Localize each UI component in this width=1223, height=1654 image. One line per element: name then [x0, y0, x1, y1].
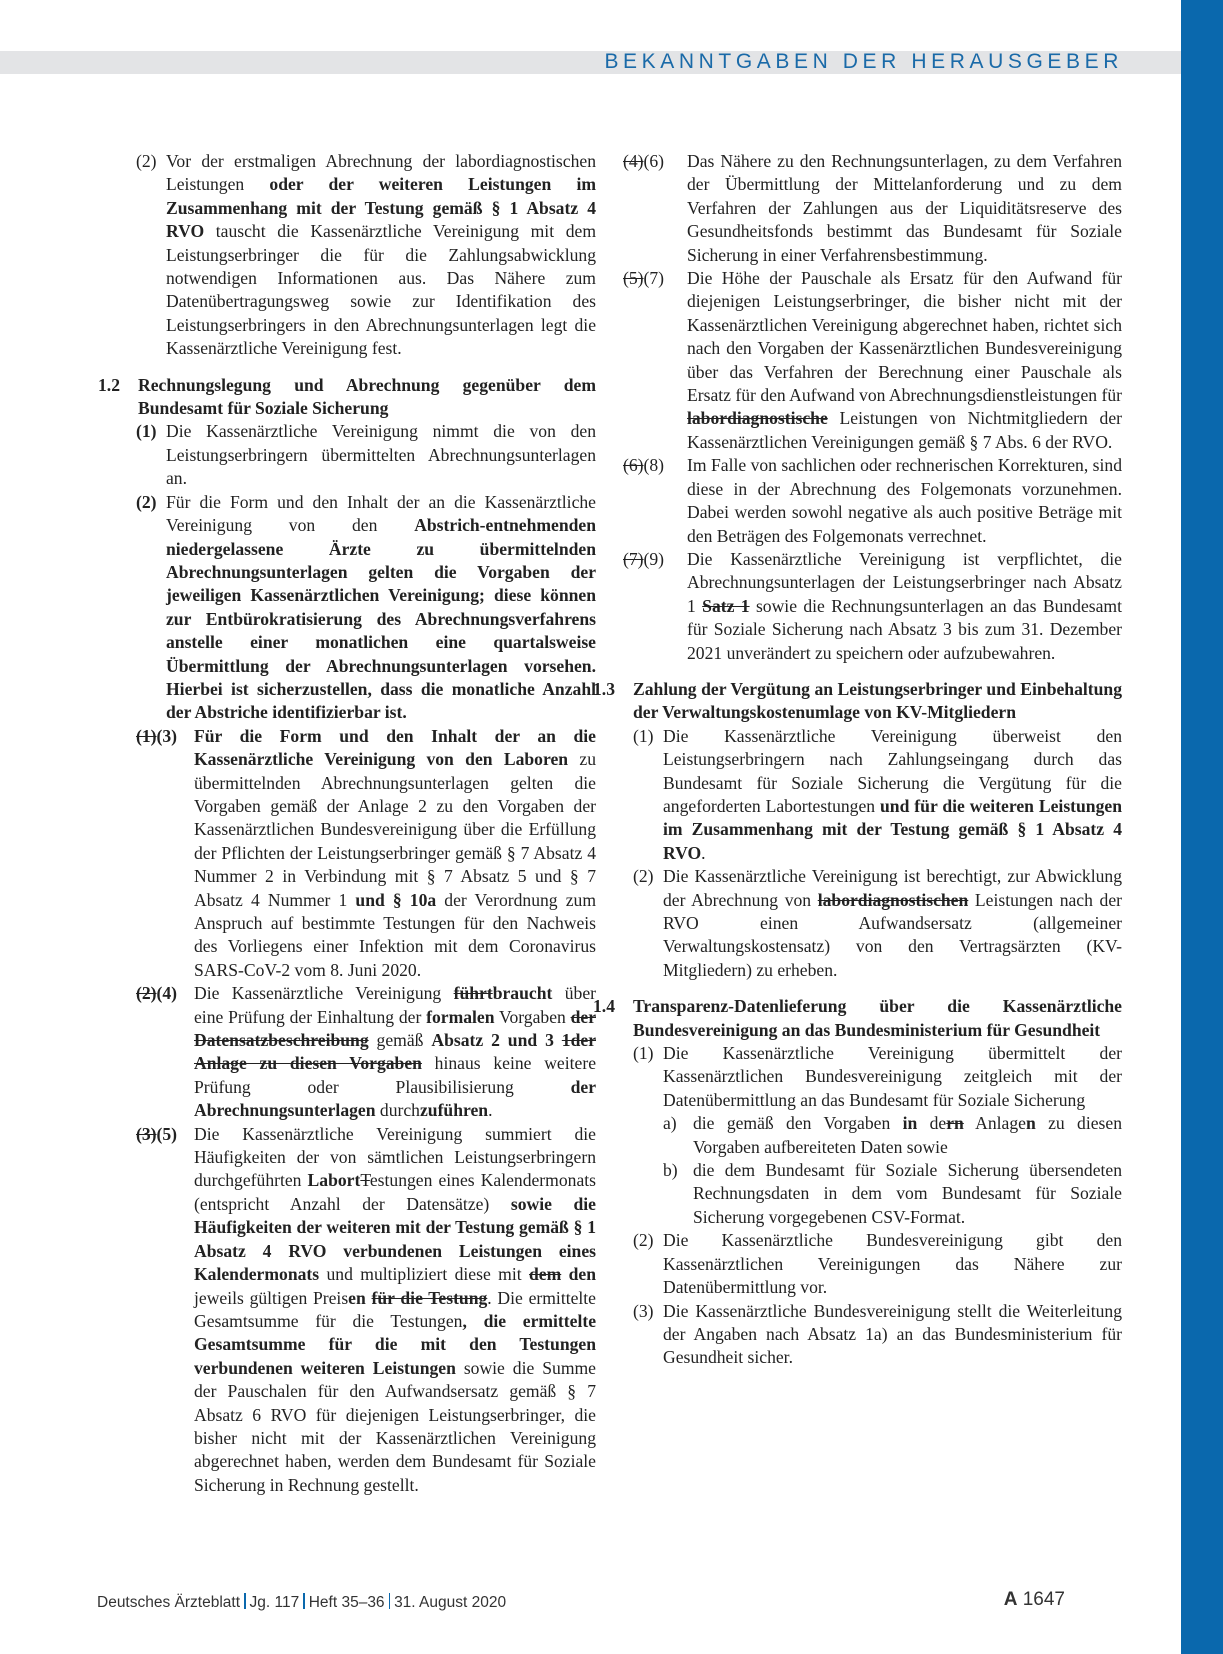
paragraph-text: Die Höhe der Pauschale als Ersatz für den Aufwand für diejenigen Leistungserbringer, die bisher nicht mit der Kassenärztlichen Vereinigung abgerechnet haben, richtet sich nach den Vorgaben der Kassenärztlichen Bundesvereinigung über das Verfahren der Berechnung einer Pauschale als Ersatz für den Aufwand von Abrechnungsdienstleistungen für labordiagnostische Leistungen von Nichtmitgliedern der Kassenärztlichen Vereinigungen gemäß § 7 Abs. 6 der RVO. — [687, 268, 1122, 452]
paragraph-number: (1)(3) — [136, 725, 178, 746]
footer-separator — [244, 1593, 246, 1609]
paragraph-text: Die Kassenärztliche Vereinigung übermittelt der Kassenärztlichen Bundesvereinigung zeitgleich mit der Datenübermittlung an das Bundesamt für Soziale Sicherung — [663, 1043, 1122, 1110]
paragraph-number: (6)(8) — [623, 455, 665, 476]
paragraph-text: Die Kassenärztliche Bundesvereinigung gibt den Kassenärztlichen Vereinigungen das Nähere zur Datenübermittlung vor. — [663, 1230, 1122, 1298]
list-text: die gemäß den Vorgaben in dern Anlagen zu diesen Vorgaben aufbereiteten Daten sowie — [693, 1113, 1122, 1157]
section-header: BEKANNTGABEN DER HERAUSGEBER — [604, 50, 1123, 73]
paragraph-u2 — [623, 1229, 1122, 1299]
left-column — [98, 150, 596, 1497]
issue-date: 31. August 2020 — [394, 1594, 507, 1611]
paragraph-number: (2) — [633, 866, 654, 887]
paragraph-6 — [623, 150, 1122, 267]
paragraph-u1 — [623, 1042, 1122, 1112]
volume: Jg. 117 — [249, 1594, 300, 1611]
paragraph-number: (2) — [136, 151, 157, 171]
paragraph-5 — [98, 1123, 596, 1498]
paragraph-text: Die Kassenärztliche Vereinigung nimmt die von den Leistungserbringern übermittelten Abrechnungsunterlagen an. — [166, 421, 596, 489]
page-number: A 1647 — [1003, 1589, 1065, 1610]
list-item-a — [623, 1112, 1122, 1159]
paragraph-t2 — [623, 865, 1122, 982]
paragraph-2b — [98, 491, 596, 725]
list-marker: a) — [663, 1113, 677, 1134]
paragraph-number: (1) — [633, 725, 654, 746]
journal-name: Deutsches Ärzteblatt — [97, 1594, 241, 1611]
paragraph-text: Die Kassenärztliche Vereinigung überweist den Leistungserbringern nach Zahlungseingang durch das Bundesamt für Soziale Sicherung die Vergütung für die angeforderten Labortestungen und für die weiteren Leistungen im Zusammenhang mit der Testung gemäß § 1 Absatz 4 RVO. — [663, 725, 1122, 863]
paragraph-3 — [98, 725, 596, 982]
paragraph-text: Das Nähere zu den Rechnungsunterlagen, zu dem Verfahren der Übermittlung der Mittelanforderung und zu dem Verfahren der Zahlungen aus der Liquiditätsreserve des Gesundheitsfonds bestimmt das Bundesamt für Soziale Sicherung in einer Verfahrensbestimmung. — [687, 151, 1122, 265]
paragraph-number: (3) — [633, 1300, 654, 1321]
paragraph-number: (7)(9) — [623, 548, 665, 569]
side-color-bar — [1181, 0, 1223, 1654]
issue: Heft 35–36 — [308, 1594, 385, 1611]
paragraph-u3 — [623, 1300, 1122, 1370]
paragraph-7 — [623, 267, 1122, 454]
paragraph-9 — [623, 548, 1122, 665]
paragraph-text: Für die Form und den Inhalt der an die Kassenärztliche Vereinigung von den Laboren zu übermittelnden Abrechnungsunterlagen gelten die Vorgaben gemäß der Anlage 2 zu den Vorgaben der Kassenärztlichen Bundesvereinigung über die Erfüllung der Pflichten der Leistungserbringer gemäß § 7 Absatz 4 Nummer 2 in Verbindung mit § 7 Absatz 5 und § 7 Absatz 4 Nummer 1 und § 10a der Verordnung zum Anspruch auf bestimmte Testungen für den Nachweis des Vorliegens einer Infektion mit dem Coronavirus SARS-CoV-2 vom 8. Juni 2020. — [194, 725, 597, 980]
paragraph-text: Die Kassenärztliche Bundesvereinigung stellt die Weiterleitung der Angaben nach Absatz 1a) an das Bundesministerium für Gesundheit sicher. — [663, 1300, 1122, 1368]
paragraph-number: (2) — [633, 1230, 654, 1251]
list-text: die dem Bundesamt für Soziale Sicherung übersendeten Rechnungsdaten in dem vom Bundesamt für Soziale Sicherung vorgegebenen CSV-Format. — [693, 1160, 1122, 1227]
paragraph-number: (2) — [136, 491, 157, 512]
paragraph-number: (3)(5) — [136, 1123, 178, 1144]
paragraph-text: Für die Form und den Inhalt der an die Kassenärztliche Vereinigung von den Abstrich-entnehmenden niedergelassene Ärzte zu übermittelnden Abrechnungsunterlagen gelten die Vorgaben der jeweiligen Kassenärztlichen Vereinigung; diese können zur Entbürokratisierung des Abrechnungsverfahrens anstelle einer monatlichen eine quartalsweise Übermittlung der Abrechnungsunterlagen vorsehen. Hierbei ist sicherzustellen, dass die monatliche Anzahl der Abstriche identifizierbar ist. — [166, 491, 596, 723]
paragraph-text: Die Kassenärztliche Vereinigung führtbraucht über eine Prüfung der Einhaltung der formalen Vorgaben der Datensatzbeschreibung gemäß Absatz 2 und 3 1der Anlage zu diesen Vorgaben hinaus keine weitere Prüfung oder Plausibilisierung der Abrechnungsunterlagen durchzuführen. — [194, 983, 596, 1121]
footer-separator — [303, 1593, 305, 1609]
paragraph-text: Die Kassenärztliche Vereinigung ist berechtigt, zur Abwicklung der Abrechnung von labordiagnostischen Leistungen nach der RVO einen Aufwandsersatz (allgemeiner Verwaltungskostensatz) von den Vertragsärzten (KV-Mitgliedern) zu erheben. — [663, 866, 1122, 980]
paragraph-4 — [98, 982, 596, 1122]
section-heading-1-3: 1.3 Zahlung der Vergütung an Leistungserbringer und Einbehaltung der Verwaltungskostenumlage von KV-Mitgliedern — [593, 678, 1122, 723]
paragraph-text: Die Kassenärztliche Vereinigung summiert die Häufigkeiten der von sämtlichen Leistungserbringern durchgeführten LabortTestungen eines Kalendermonats (entspricht Anzahl der Datensätze) sowie die Häufigkeiten der weiteren mit der Testung gemäß § 1 Absatz 4 RVO verbundenen Leistungen eines Kalendermonats und multipliziert diese mit dem den jeweils gültigen Preisen für die Testung. Die ermittelte Gesamtsumme für die Testungen, die ermittelte Gesamtsumme für die mit den Testungen verbundenen weiteren Leistungen sowie die Summe der Pauschalen für den Aufwandsersatz gemäß § 7 Absatz 6 RVO für diejenigen Leistungserbringer, die bisher nicht mit der Kassenärztlichen Vereinigung abgerechnet haben, werden dem Bundesamt für Soziale Sicherung in Rechnung gestellt. — [194, 1123, 597, 1495]
list-marker: b) — [663, 1160, 678, 1181]
paragraph-8 — [623, 454, 1122, 548]
paragraph-number: (5)(7) — [623, 268, 665, 289]
paragraph-t1 — [623, 725, 1122, 865]
footer-separator — [389, 1593, 391, 1609]
paragraph-text: Vor der erstmaligen Abrechnung der labordiagnostischen Leistungen oder der weiteren Leistungen im Zusammenhang mit der Testung gemäß § 1 Absatz 4 RVO tauscht die Kassenärztliche Vereinigung mit dem Leistungserbringer die für die Zahlungsabwicklung notwendigen Informationen aus. Das Nähere zum Datenübertragungsweg sowie zur Identifikation des Leistungserbringers in den Abrechnungsunterlagen legt die Kassenärztliche Vereinigung fest. — [166, 151, 596, 359]
paragraph-number: (1) — [136, 421, 157, 442]
paragraph-text: Im Falle von sachlichen oder rechnerischen Korrekturen, sind diese in der Abrechnung des Folgemonats vorzunehmen. Dabei werden sowohl negative als auch positive Beträge mit den Beträgen des Folgemonats verrechnet. — [687, 455, 1122, 546]
paragraph-number: (1) — [633, 1043, 654, 1064]
list-item-b — [623, 1159, 1122, 1229]
page-footer — [97, 1593, 506, 1612]
right-column — [593, 150, 1122, 1370]
paragraph-number: (2)(4) — [136, 983, 178, 1004]
paragraph-text: Die Kassenärztliche Vereinigung ist verpflichtet, die Abrechnungsunterlagen der Leistungserbringer nach Absatz 1 Satz 1 sowie die Rechnungsunterlagen an das Bundesamt für Soziale Sicherung nach Absatz 3 bis zum 31. Dezember 2021 unverändert zu speichern oder aufzubewahren. — [687, 548, 1122, 663]
paragraph-number: (4)(6) — [623, 151, 665, 171]
section-heading-1-2: 1.2 Rechnungslegung und Abrechnung gegenüber dem Bundesamt für Soziale Sicherung — [98, 374, 596, 419]
paragraph-2 — [98, 150, 596, 361]
paragraph-1 — [98, 420, 596, 490]
section-heading-1-4: 1.4 Transparenz-Datenlieferung über die Kassenärztliche Bundesvereinigung an das Bundesministerium für Gesundheit — [593, 996, 1122, 1040]
